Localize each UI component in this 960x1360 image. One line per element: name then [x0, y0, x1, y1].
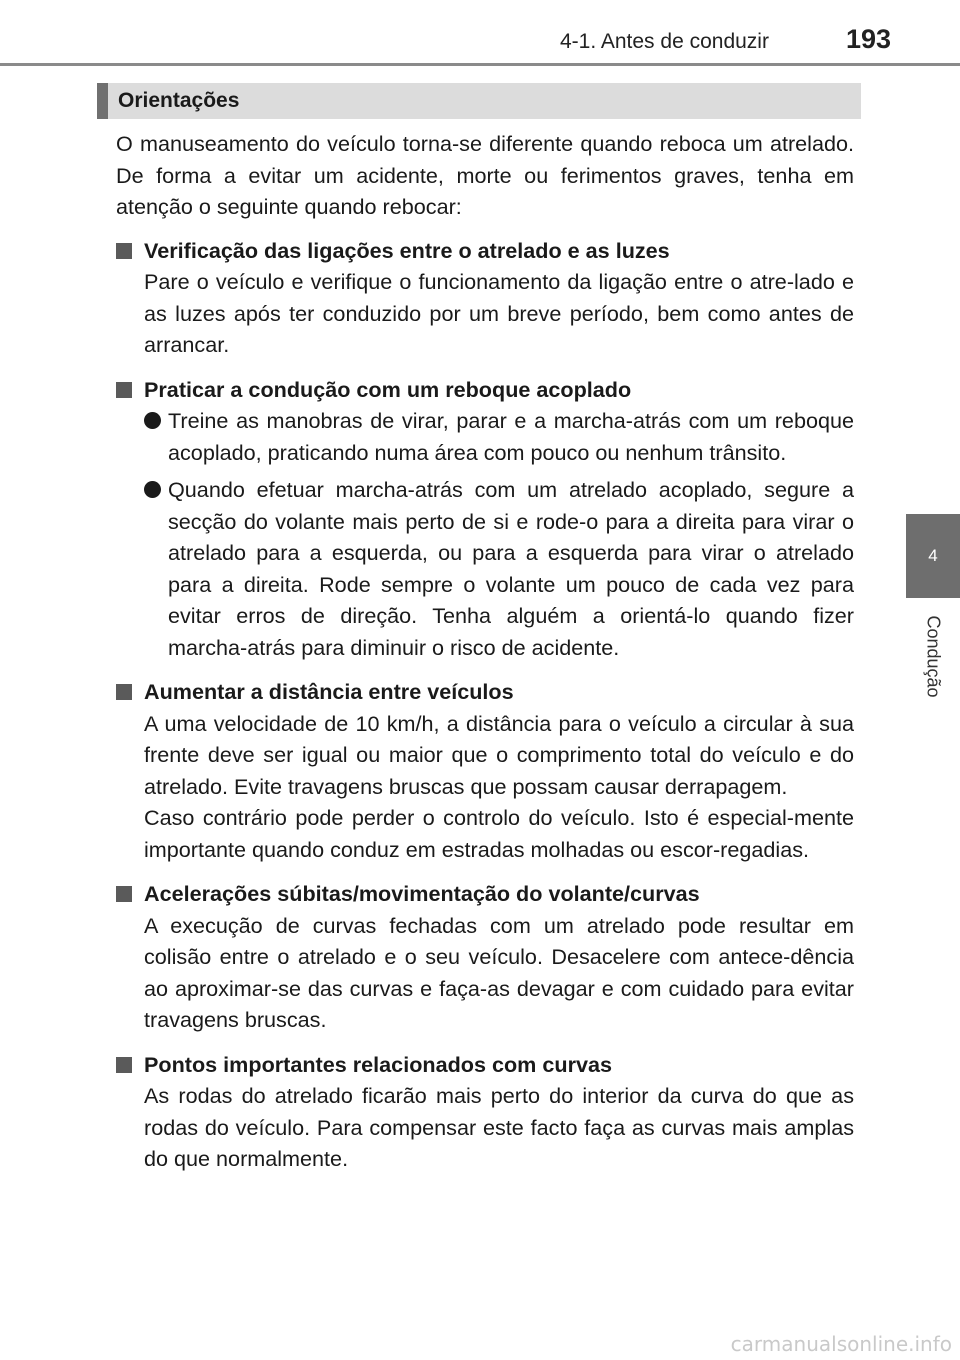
section-title: Orientações	[118, 89, 240, 112]
chapter-tab-label: Condução	[923, 614, 944, 698]
topic-heading: Acelerações súbitas/movimentação do volante/curvas	[116, 878, 854, 910]
topic-heading: Pontos importantes relacionados com curvas	[116, 1049, 854, 1081]
round-bullet-icon	[144, 412, 161, 429]
intro-paragraph: O manuseamento do veículo torna-se diferente quando reboca um atrelado. De forma a evitar um acidente, morte ou ferimentos graves, tenha em atenção o seguinte quando rebocar:	[116, 131, 854, 219]
topic-paragraph: Pare o veículo e verifique o funcionamento da ligação entre o atre-lado e as luzes após ter conduzido por um breve período, bem como antes de arrancar.	[144, 269, 854, 357]
topic-paragraph: Caso contrário pode perder o controlo do veículo. Isto é especial-mente importante quando conduz em estradas molhadas ou escor-regadias.	[144, 805, 854, 862]
topic-paragraph: A execução de curvas fechadas com um atrelado pode resultar em colisão entre o atrelado e o seu veículo. Desacelere com antece-dência ao aproximar-se das curvas e faça-as devagar e com cuidado para evitar travagens bruscas.	[144, 912, 854, 1032]
round-bullet-icon	[144, 481, 161, 498]
chapter-tab-number: 4	[906, 514, 960, 598]
topic-curvas	[116, 1049, 854, 1175]
topic-paragraph: As rodas do atrelado ficarão mais perto do interior da curva do que as rodas do veículo. Para compensar este facto faça as curvas mais amplas do que normalmente.	[144, 1083, 854, 1171]
topic-pratica	[116, 374, 854, 664]
topic-heading: Praticar a condução com um reboque acoplado	[116, 374, 854, 406]
page-number: 193	[846, 24, 892, 54]
square-bullet-icon	[116, 1057, 132, 1073]
square-bullet-icon	[116, 243, 132, 259]
bullet-item: Treine as manobras de virar, parar e a marcha-atrás com um reboque acoplado, praticando numa área com pouco ou nenhum trânsito.	[116, 405, 854, 468]
topic-ligacoes	[116, 235, 854, 361]
header-divider	[0, 63, 960, 66]
bullet-item: Quando efetuar marcha-atrás com um atrelado acoplado, segure a secção do volante mais perto de si e rode-o para a direita para virar o atrelado para a esquerda, ou para a esquerda para virar o atrelado para a direita. Rode sempre o volante um pouco de cada vez para evitar erros de direção. Tenha alguém a orientá-lo quando fizer marcha-atrás para diminuir o risco de acidente.	[116, 474, 854, 663]
section-title-bar	[97, 83, 861, 119]
header-section-title: 4-1. Antes de conduzir	[560, 30, 769, 53]
topic-heading: Verificação das ligações entre o atrelado e as luzes	[116, 235, 854, 267]
topic-distancia	[116, 676, 854, 865]
topic-aceleracoes	[116, 878, 854, 1036]
square-bullet-icon	[116, 382, 132, 398]
square-bullet-icon	[116, 886, 132, 902]
topic-heading: Aumentar a distância entre veículos	[116, 676, 854, 708]
topic-paragraph: A uma velocidade de 10 km/h, a distância para o veículo a circular à sua frente deve ser igual ou maior que o comprimento total do veículo e do atrelado. Evite travagens bruscas que possam causar derrapagem.	[144, 710, 854, 799]
main-content	[116, 128, 854, 1188]
watermark: carmanualsonline.info	[730, 1332, 952, 1356]
square-bullet-icon	[116, 684, 132, 700]
